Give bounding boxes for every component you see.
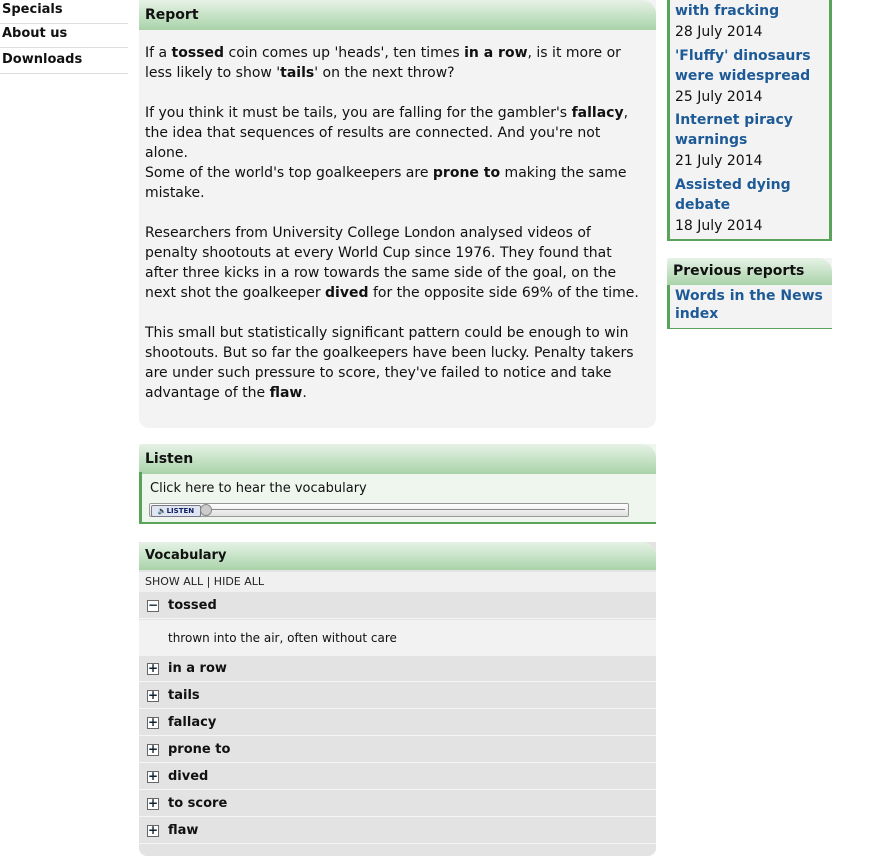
- vocab-word[interactable]: to score: [168, 796, 228, 811]
- expand-icon[interactable]: +: [148, 661, 159, 675]
- expand-icon[interactable]: +: [148, 769, 159, 783]
- listen-panel: [139, 444, 656, 524]
- nav-item-downloads[interactable]: Downloads: [0, 50, 128, 74]
- vocab-row-to-score[interactable]: [139, 791, 656, 817]
- report-paragraph-5: This small but statistically significant pattern could be enough to win shootouts. But so far the goalkeepers have been lucky. Penalty takers are under such pressure to score, they've failed to notice and take advantage of the flaw.: [145, 325, 634, 401]
- separator: |: [206, 575, 211, 588]
- vocab-word[interactable]: dived: [168, 769, 209, 784]
- speaker-icon: 🔈: [157, 507, 167, 515]
- news-date: 18 July 2014: [675, 218, 763, 234]
- words-in-the-news-index-link[interactable]: Words in the News index: [675, 288, 823, 322]
- listen-button[interactable]: [151, 505, 201, 517]
- report-heading: Report: [139, 0, 656, 30]
- vocab-row-tossed[interactable]: [139, 593, 656, 619]
- listen-body: [139, 472, 656, 524]
- news-link[interactable]: Internet piracy warnings: [675, 112, 793, 148]
- vocab-row-dived[interactable]: [139, 764, 656, 790]
- vocab-word[interactable]: tails: [168, 688, 200, 703]
- vocab-word[interactable]: fallacy: [168, 715, 217, 730]
- vocab-row-prone-to[interactable]: [139, 737, 656, 763]
- audio-progress-knob[interactable]: [200, 504, 212, 516]
- listen-heading: Listen: [139, 444, 656, 474]
- listen-button-label: LISTEN: [166, 507, 195, 515]
- expand-icon[interactable]: +: [148, 823, 159, 837]
- vocab-row-tails[interactable]: [139, 683, 656, 709]
- vocab-definition: thrown into the air, often without care: [139, 620, 656, 656]
- hide-all-link[interactable]: HIDE ALL: [213, 575, 265, 588]
- left-navigation: [0, 0, 128, 90]
- nav-item-about-us[interactable]: About us: [0, 24, 128, 48]
- listen-link[interactable]: Click here to hear the vocabulary: [150, 481, 367, 496]
- news-date: 25 July 2014: [675, 89, 763, 105]
- report-paragraph-1: If a tossed coin comes up 'heads', ten times in a row, is it more or less likely to show 'tails' on the next throw?: [145, 45, 621, 81]
- audio-progress-track[interactable]: [212, 509, 625, 510]
- expand-icon[interactable]: +: [148, 688, 159, 702]
- nav-item-specials[interactable]: Specials: [0, 0, 128, 24]
- audio-player[interactable]: [149, 503, 629, 517]
- vocab-word[interactable]: prone to: [168, 742, 231, 757]
- news-link[interactable]: with fracking: [675, 3, 780, 19]
- report-paragraph-3: Some of the world's top goalkeepers are prone to making the same mistake.: [145, 165, 627, 201]
- collapse-icon[interactable]: −: [148, 598, 159, 612]
- vocabulary-panel: [139, 542, 656, 856]
- news-link[interactable]: 'Fluffy' dinosaurs were widespread: [675, 48, 811, 84]
- vocab-word[interactable]: tossed: [168, 598, 217, 613]
- vocab-row-flaw[interactable]: [139, 818, 656, 844]
- vocab-row-fallacy[interactable]: [139, 710, 656, 736]
- news-link[interactable]: Assisted dying debate: [675, 177, 791, 213]
- vocab-row-in-a-row[interactable]: [139, 656, 656, 682]
- report-paragraph-4: Researchers from University College London analysed videos of penalty shootouts at every World Cup since 1976. They found that after three kicks in a row towards the same side of the goal, on the next shot the goalkeeper dived for the opposite side 69% of the time.: [145, 225, 639, 301]
- previous-reports-body: [667, 285, 832, 329]
- report-panel: [139, 0, 656, 428]
- latest-news-list: [667, 0, 832, 241]
- vocabulary-heading: Vocabulary: [139, 542, 656, 570]
- previous-reports-panel: [667, 258, 832, 329]
- report-paragraph-2: If you think it must be tails, you are falling for the gambler's fallacy, the idea that sequences of results are connected. And you're not alone.: [145, 105, 629, 161]
- previous-reports-heading: Previous reports: [667, 258, 832, 285]
- news-date: 21 July 2014: [675, 153, 763, 169]
- expand-icon[interactable]: +: [148, 742, 159, 756]
- show-hide-controls: [139, 572, 656, 592]
- news-date: 28 July 2014: [675, 24, 763, 40]
- vocab-word[interactable]: in a row: [168, 661, 227, 676]
- vocab-word[interactable]: flaw: [168, 823, 199, 838]
- expand-icon[interactable]: +: [148, 796, 159, 810]
- expand-icon[interactable]: +: [148, 715, 159, 729]
- show-all-link[interactable]: SHOW ALL: [145, 575, 204, 588]
